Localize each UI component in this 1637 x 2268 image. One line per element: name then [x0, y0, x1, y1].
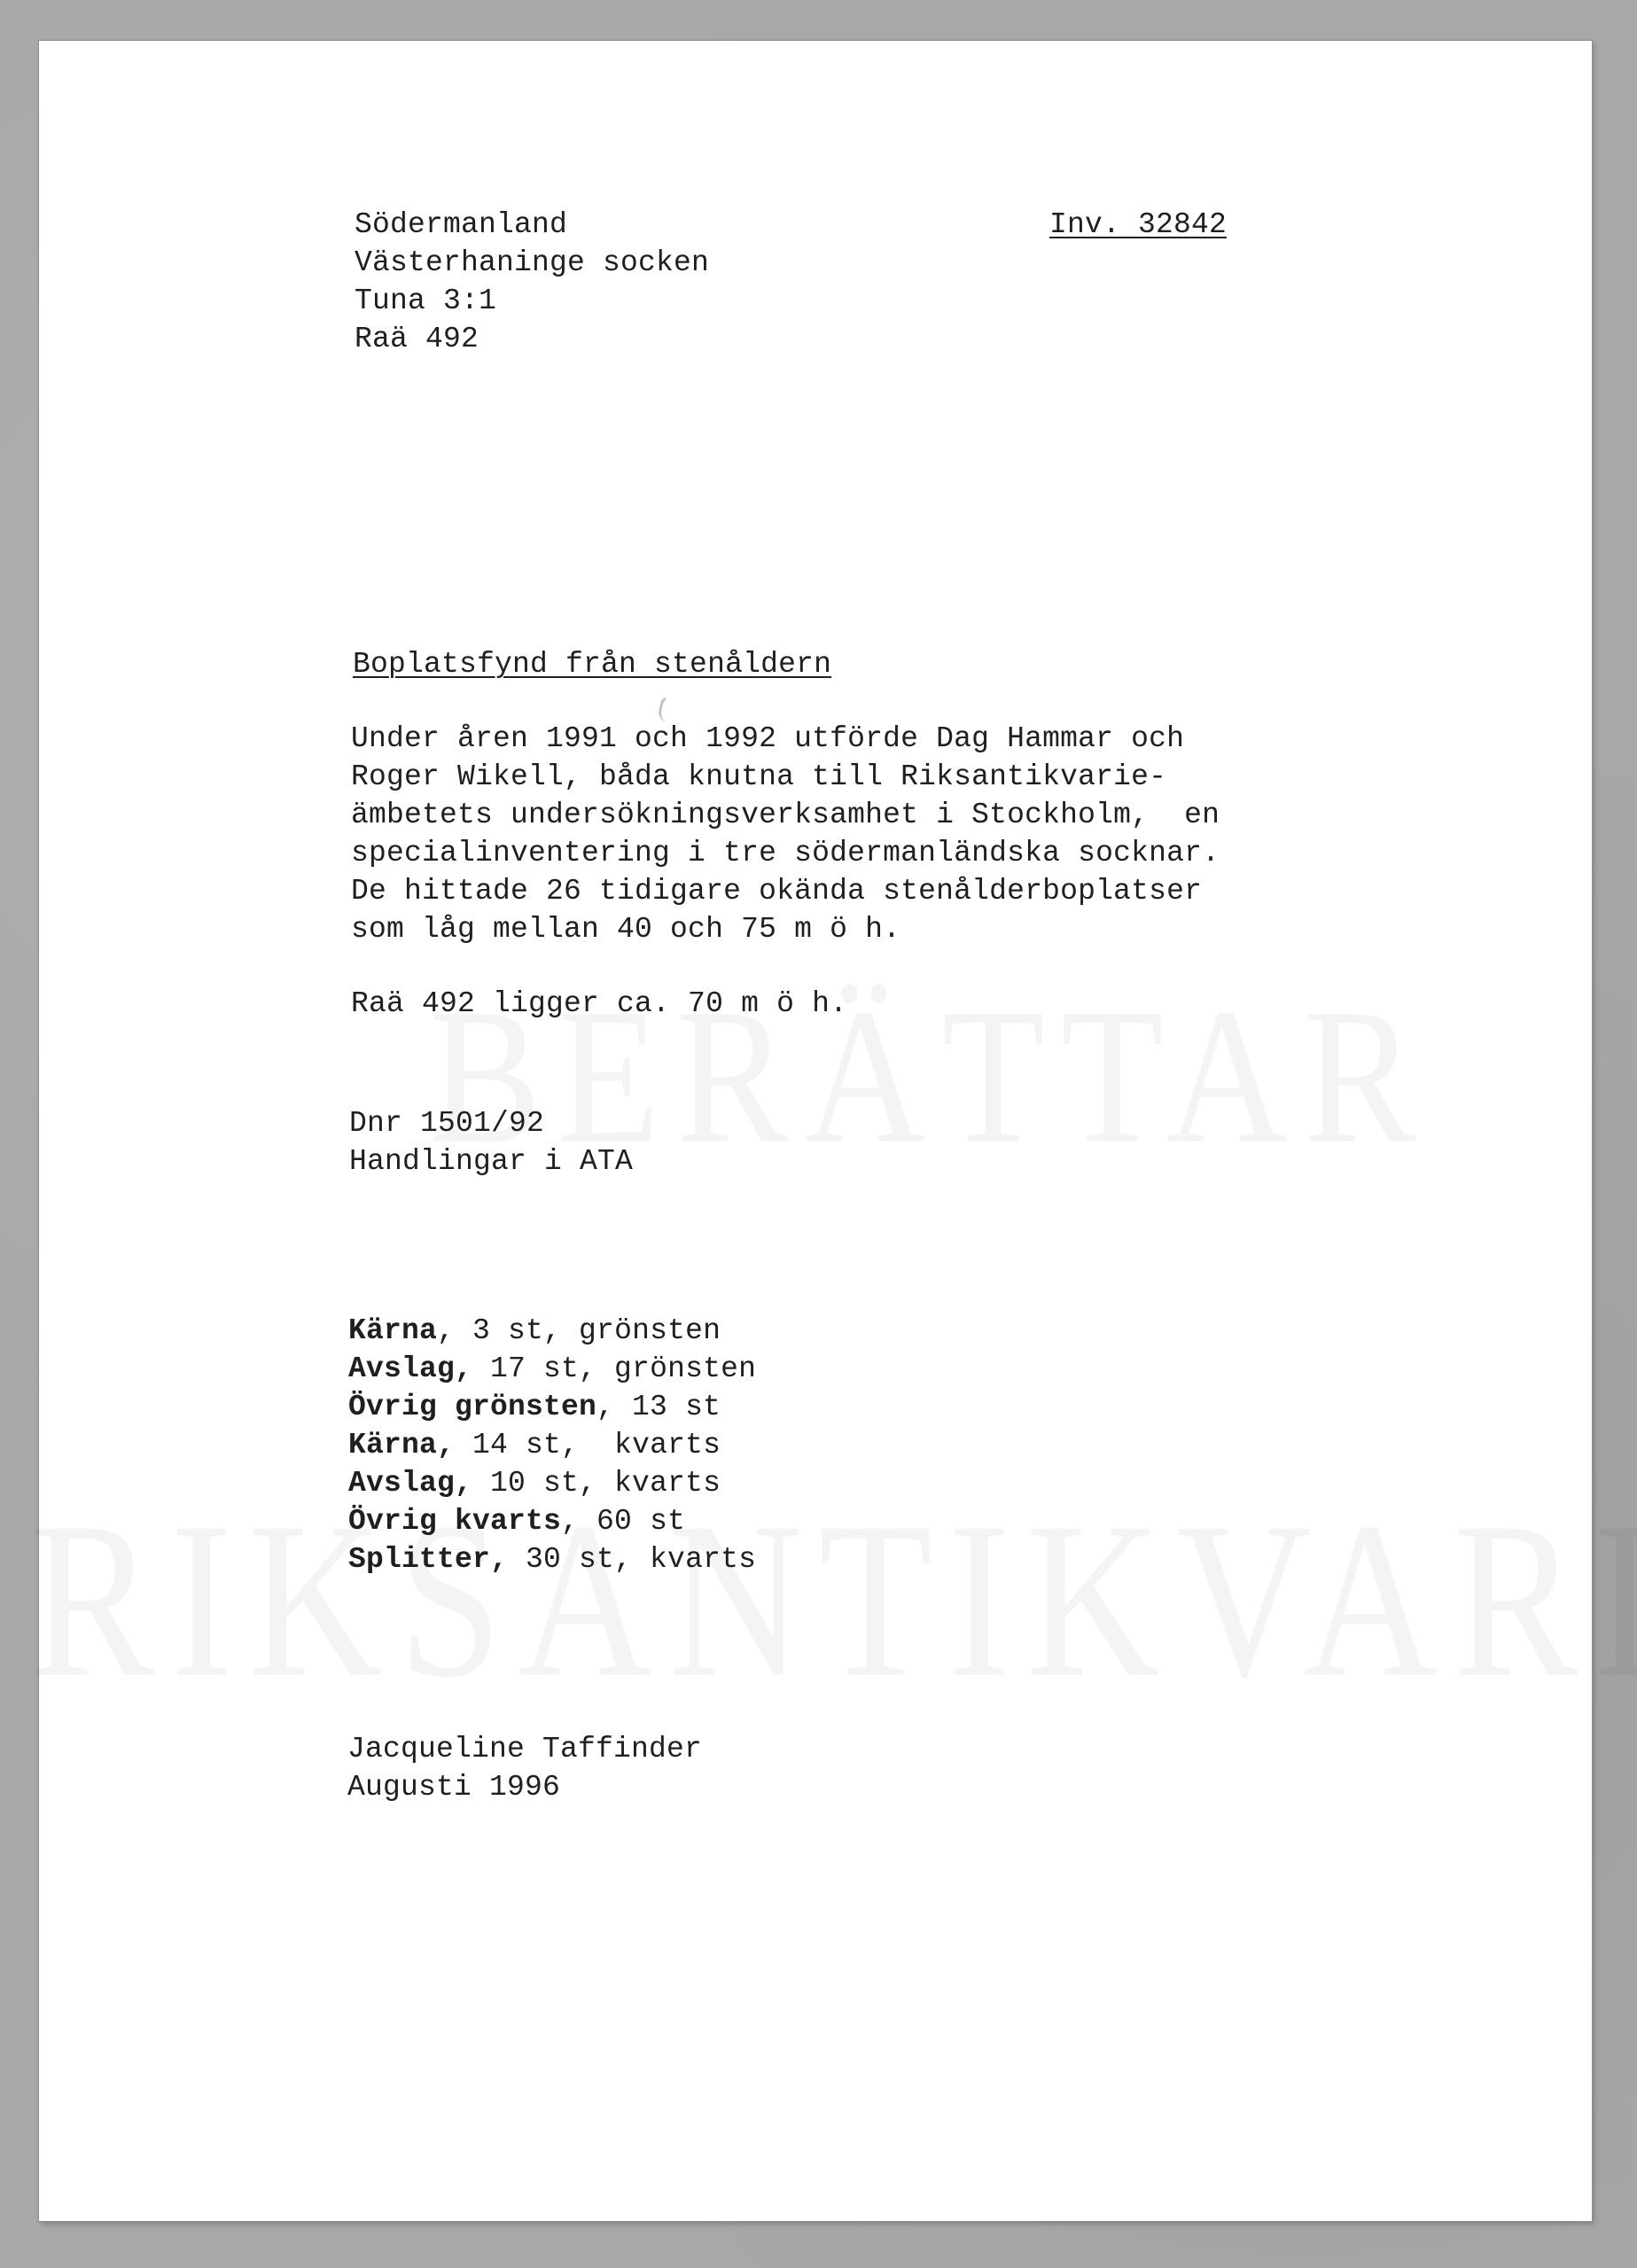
document-title: Boplatsfynd från stenåldern: [353, 648, 832, 681]
find-item: [348, 1312, 721, 1350]
elevation-paragraph: Raä 492 ligger ca. 70 m ö h.: [351, 987, 848, 1020]
body-line-6: som låg mellan 40 och 75 m ö h.: [351, 913, 901, 946]
find-details: , 13 st: [596, 1391, 721, 1423]
raa-heading: Raä 492: [355, 323, 479, 355]
records-location: Handlingar i ATA: [349, 1145, 634, 1178]
body-line-5: De hittade 26 tidigare okända stenålderboplatser: [351, 875, 1203, 908]
find-details: 10 st, kvarts: [472, 1467, 721, 1500]
find-details: , 3 st, grönsten: [437, 1314, 721, 1347]
find-item: [348, 1426, 721, 1464]
find-item: [348, 1388, 721, 1426]
find-name: Övrig kvarts: [348, 1505, 562, 1538]
watermark-line-2: [30, 1473, 1637, 1729]
find-item: [348, 1502, 685, 1540]
parish-heading: Västerhaninge socken: [355, 246, 710, 279]
body-line-3: ämbetets undersökningsverksamhet i Stockholm, en: [351, 799, 1220, 831]
find-name: Splitter,: [348, 1543, 509, 1576]
find-details: 14 st, kvarts: [455, 1429, 721, 1461]
find-details: , 60 st: [561, 1505, 686, 1538]
signature-author: Jacqueline Taffinder: [347, 1733, 703, 1765]
find-item: [348, 1540, 756, 1578]
find-name: Kärna,: [348, 1429, 456, 1461]
province-heading: Södermanland: [355, 208, 568, 241]
find-name: Kärna: [348, 1314, 438, 1347]
find-name: Avslag,: [348, 1352, 473, 1385]
find-details: 30 st, kvarts: [508, 1543, 757, 1576]
find-name: Övrig grönsten: [348, 1391, 597, 1423]
find-details: 17 st, grönsten: [472, 1352, 757, 1385]
body-line-4: specialinventering i tre södermanländska socknar.: [351, 837, 1220, 869]
body-line-2: Roger Wikell, båda knutna till Riksantikvarie-: [351, 760, 1167, 793]
find-name: Avslag,: [348, 1467, 473, 1500]
property-heading: Tuna 3:1: [355, 284, 497, 317]
signature-date: Augusti 1996: [347, 1771, 561, 1804]
find-item: [348, 1464, 721, 1502]
inventory-number: Inv. 32842: [1049, 208, 1228, 241]
body-line-1: Under åren 1991 och 1992 utförde Dag Hammar och: [351, 722, 1185, 755]
find-item: [348, 1350, 756, 1388]
registration-number: Dnr 1501/92: [349, 1107, 545, 1140]
document-sheet: [39, 41, 1592, 2221]
